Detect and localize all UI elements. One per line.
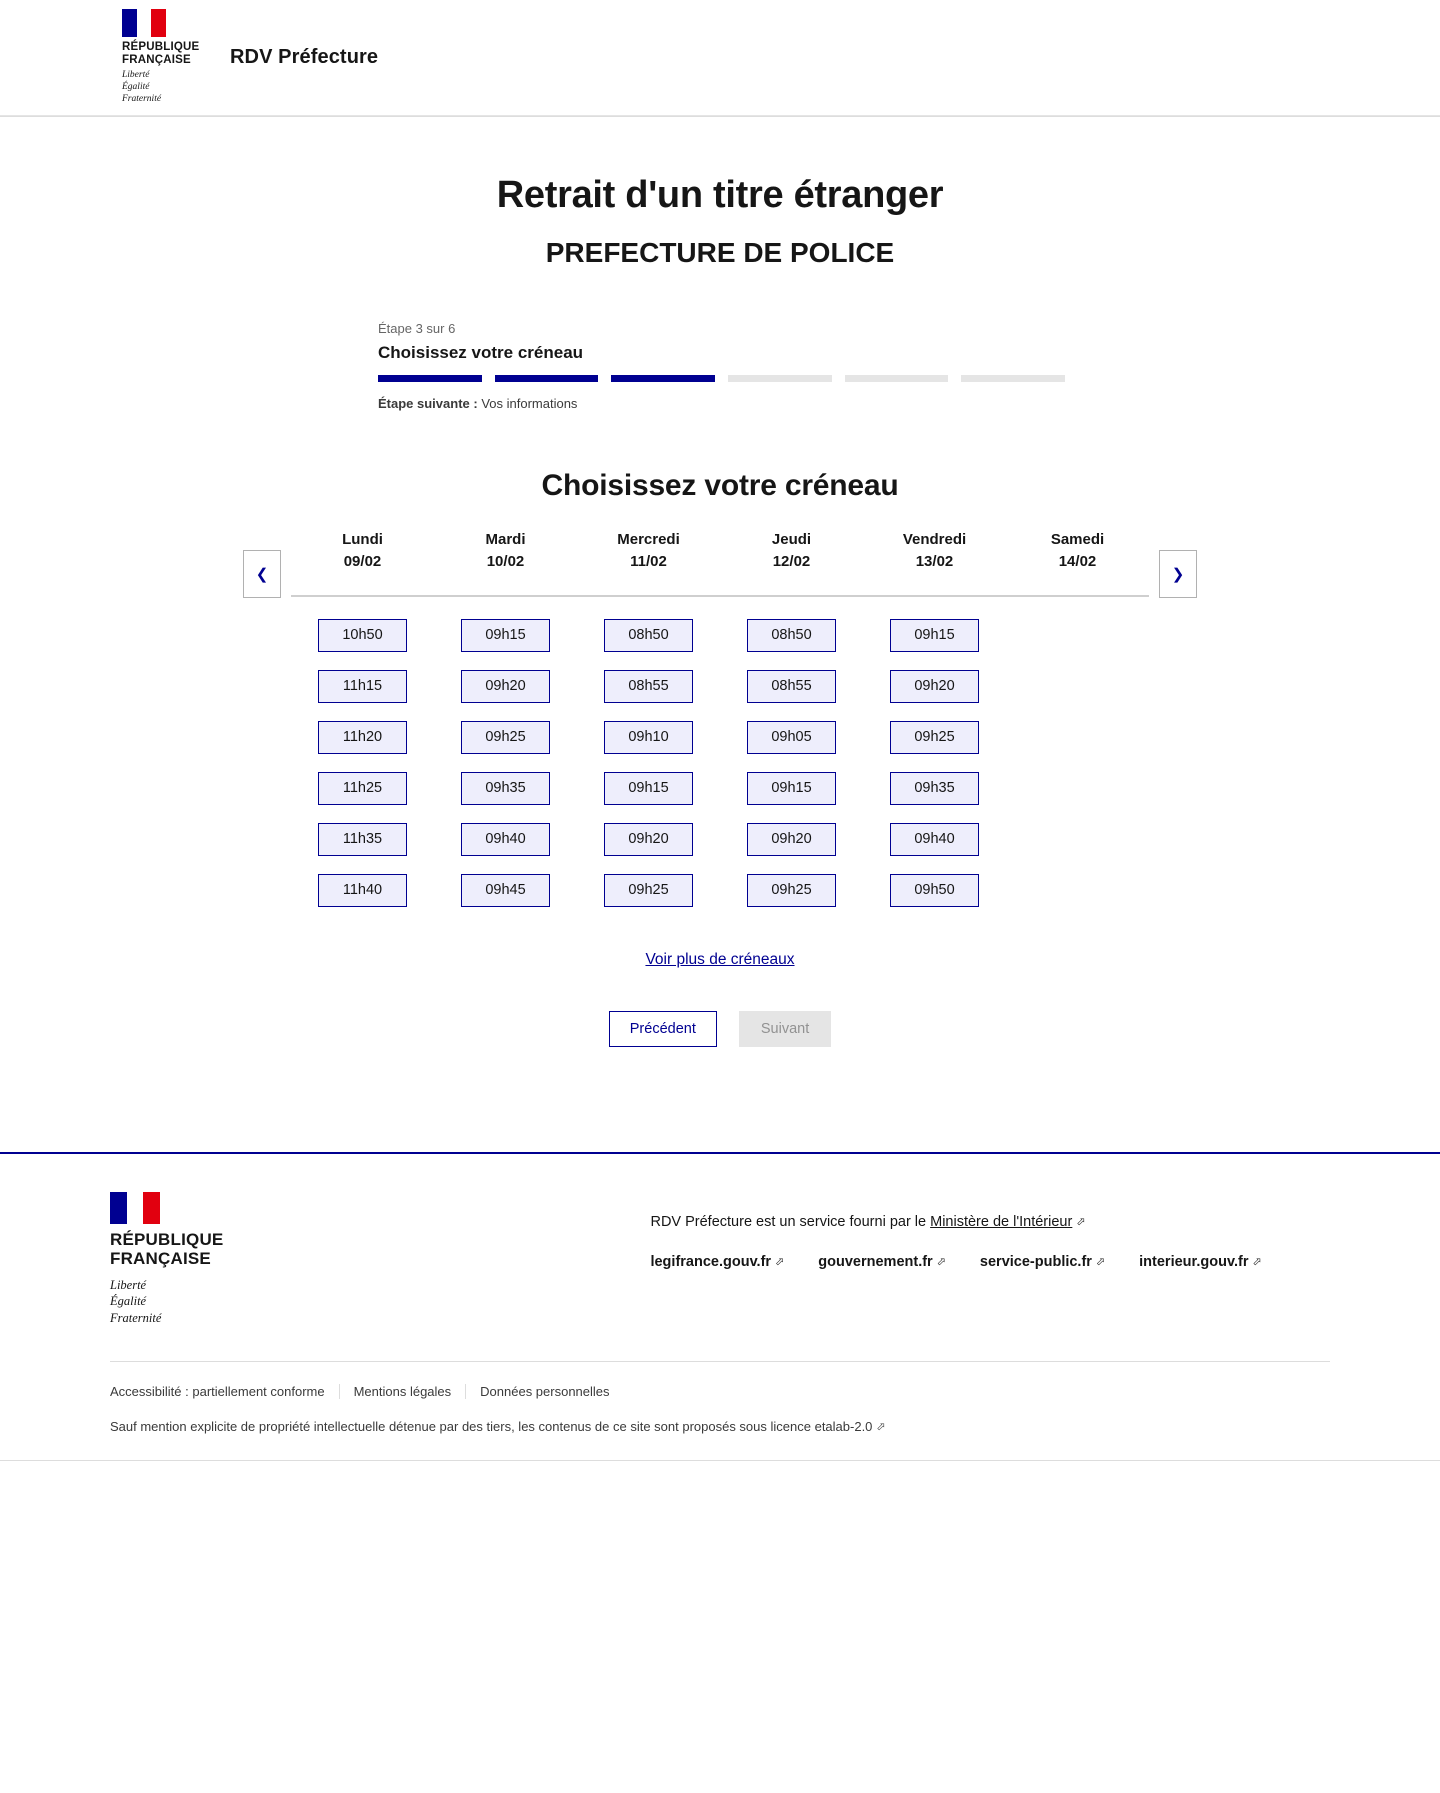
slot-button[interactable]: 09h40 [461,823,550,856]
slot-button[interactable]: 09h35 [461,772,550,805]
slot-button[interactable]: 09h45 [461,874,550,907]
service-title[interactable]: RDV Préfecture [230,46,379,68]
day-name: Lundi [342,531,383,548]
republique-francaise-text [122,41,202,66]
day-name: Mercredi [617,531,680,548]
next-button[interactable]: Suivant [739,1011,831,1047]
day-date: 14/02 [1058,552,1097,570]
devise-republicaine [122,70,202,106]
external-link-icon: ⬀ [1252,1255,1262,1268]
slot-button[interactable]: 09h05 [747,721,836,754]
previous-button[interactable]: Précédent [609,1011,717,1047]
external-link-icon: ⬀ [775,1255,785,1268]
footer-rf-text [110,1230,223,1269]
external-link-icon: ⬀ [936,1255,946,1268]
slot-button[interactable]: 10h50 [318,619,407,652]
republique-francaise-logo [122,9,202,106]
devise-liberte: Liberté [122,70,150,81]
day-date: 13/02 [915,552,954,570]
day-name: Mardi [485,531,526,548]
step-bar-2 [495,375,599,382]
slot-button[interactable]: 08h50 [747,619,836,652]
slot-button[interactable]: 09h15 [747,772,836,805]
slot-button[interactable]: 08h55 [747,670,836,703]
ministere-interieur-link[interactable]: Ministère de l'Intérieur [930,1213,1073,1230]
slot-picker [0,469,1440,1047]
footer-legal-links [110,1384,1330,1399]
step-bar-1 [378,375,482,382]
step-bar-5 [845,375,949,382]
chevron-left-icon: ❮ [255,565,269,583]
footer-devise-liberte: Liberté [110,1277,147,1292]
calendar [0,529,1440,925]
footer-note-text: Sauf mention explicite de propriété intellectuelle détenue par des tiers, les contenus de ce site sont proposés sous [110,1419,771,1435]
day-name: Jeudi [771,531,812,548]
rf-line-1: RÉPUBLIQUE [122,41,200,54]
slot-button[interactable]: 09h15 [461,619,550,652]
devise-fraternite: Fraternité [122,94,162,105]
external-link-icon: ⬀ [1095,1255,1106,1268]
slot-button[interactable]: 09h20 [604,823,693,856]
footer-link-item [1139,1254,1262,1270]
slot-button[interactable]: 09h20 [461,670,550,703]
footer-bottom-rule [0,1460,1440,1461]
day-column [720,529,863,925]
footer-link[interactable]: legifrance.gouv.fr [650,1253,772,1270]
footer-devise-fraternite: Fraternité [110,1311,162,1326]
step-progress-bars [378,375,1065,382]
day-date: 09/02 [343,552,382,570]
step-bar-3 [611,375,715,382]
slot-button[interactable]: 11h20 [318,721,407,754]
step-next-value: Vos informations [481,396,578,411]
step-current-title: Choisissez votre créneau [378,343,584,362]
site-footer [0,1152,1440,1461]
day-name: Samedi [1050,531,1105,548]
day-column [1006,529,1149,925]
slot-button[interactable]: 09h15 [890,619,979,652]
footer-link-item [818,1254,946,1270]
slot-button[interactable]: 11h15 [318,670,407,703]
day-header [434,529,577,597]
day-header [291,529,434,597]
external-link-icon: ⬀ [876,1421,886,1434]
chevron-right-icon: ❯ [1171,565,1185,583]
step-next [378,396,1065,411]
footer-link[interactable]: interieur.gouv.fr [1139,1253,1249,1270]
footer-rf-line-2: FRANÇAISE [110,1249,211,1269]
etalab-licence-link[interactable]: licence etalab-2.0 [770,1419,873,1435]
footer-description [650,1214,1261,1230]
footer-links [650,1254,1261,1270]
stepper [375,321,1065,411]
slot-button[interactable]: 08h50 [604,619,693,652]
day-header [720,529,863,597]
slot-button[interactable]: 09h25 [604,874,693,907]
day-column [577,529,720,925]
footer-devise [110,1277,223,1328]
slot-button[interactable]: 09h50 [890,874,979,907]
footer-legal-link[interactable]: Mentions légales [339,1384,466,1399]
day-header [1006,529,1149,597]
page-title: Retrait d'un titre étranger [496,174,944,216]
day-date: 11/02 [630,552,667,570]
main-content [0,116,1440,1047]
slot-button[interactable]: 09h15 [604,772,693,805]
footer-link[interactable]: service-public.fr [979,1253,1092,1270]
more-slots-link[interactable]: Voir plus de créneaux [645,950,795,968]
previous-week-button[interactable] [243,550,281,598]
external-link-icon: ⬀ [1076,1215,1086,1228]
devise-egalite: Égalité [122,82,150,93]
slot-button[interactable]: 08h55 [604,670,693,703]
step-bar-4 [728,375,832,382]
footer-link-item [980,1254,1105,1270]
footer-right [650,1192,1261,1328]
slot-button[interactable]: 11h35 [318,823,407,856]
days-container [291,529,1149,925]
slot-button[interactable]: 09h10 [604,721,693,754]
site-header [0,0,1440,116]
footer-link[interactable]: gouvernement.fr [818,1253,933,1270]
day-column [291,529,434,925]
next-week-button[interactable] [1159,550,1197,598]
footer-link-item [650,1254,784,1270]
day-header [577,529,720,597]
slot-button[interactable]: 09h20 [890,670,979,703]
footer-description-text: RDV Préfecture est un service fourni par le [650,1213,931,1230]
step-bar-6 [961,375,1065,382]
day-date: 12/02 [772,552,811,570]
slot-button[interactable]: 09h25 [890,721,979,754]
slot-button[interactable]: 11h25 [318,772,407,805]
step-next-label: Étape suivante : [378,396,478,411]
slot-button[interactable]: 09h25 [461,721,550,754]
footer-legal-link[interactable]: Données personnelles [465,1384,623,1399]
form-actions [0,1011,1440,1047]
footer-rf-line-1: RÉPUBLIQUE [110,1229,224,1249]
footer-note [110,1419,1330,1434]
slot-button[interactable]: 11h40 [318,874,407,907]
footer-bottom [110,1361,1330,1460]
footer-top [110,1154,1330,1362]
day-column [434,529,577,925]
day-column [863,529,1006,925]
page-subtitle: PREFECTURE DE POLICE [545,237,895,268]
day-date: 10/02 [486,552,525,570]
french-flag-icon [110,1192,160,1224]
french-flag-icon [122,9,166,37]
footer-republique-logo [110,1192,223,1328]
picker-heading: Choisissez votre créneau [541,469,899,502]
day-header [863,529,1006,597]
day-name: Vendredi [902,531,967,548]
slot-button[interactable]: 09h35 [890,772,979,805]
slot-button[interactable]: 09h20 [747,823,836,856]
footer-legal-link[interactable]: Accessibilité : partiellement conforme [110,1384,325,1400]
footer-devise-egalite: Égalité [110,1294,147,1309]
step-count: Étape 3 sur 6 [378,321,456,336]
slot-button[interactable]: 09h25 [747,874,836,907]
rf-line-2: FRANÇAISE [122,53,191,66]
slot-button[interactable]: 09h40 [890,823,979,856]
header-inner [0,9,378,106]
